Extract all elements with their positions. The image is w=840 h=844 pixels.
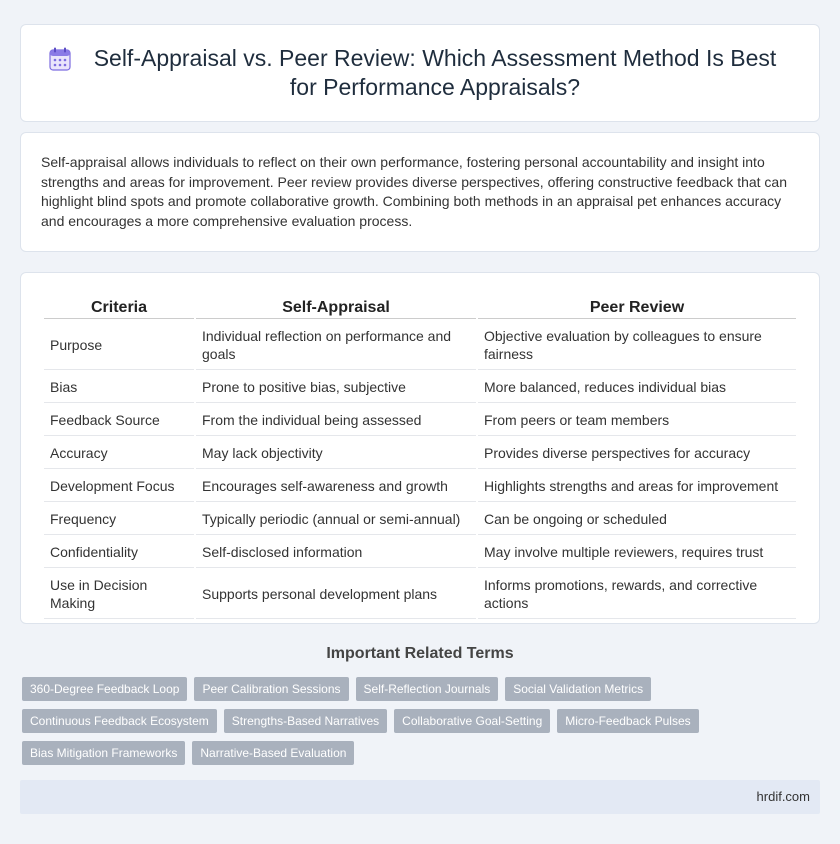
criteria-cell: Accuracy bbox=[44, 438, 194, 469]
self-appraisal-cell: Encourages self-awareness and growth bbox=[196, 471, 476, 502]
self-appraisal-cell: Typically periodic (annual or semi-annual) bbox=[196, 504, 476, 535]
page-title: Self-Appraisal vs. Peer Review: Which Assessment Method Is Best for Performance Appraisals? bbox=[93, 45, 777, 100]
related-term-tag[interactable]: Continuous Feedback Ecosystem bbox=[22, 709, 217, 733]
self-appraisal-cell: Supports personal development plans bbox=[196, 570, 476, 619]
criteria-cell: Development Focus bbox=[44, 471, 194, 502]
table-row bbox=[44, 438, 796, 469]
criteria-cell: Use in Decision Making bbox=[44, 570, 194, 619]
peer-review-cell: Objective evaluation by colleagues to ensure fairness bbox=[478, 321, 796, 370]
header-criteria: Criteria bbox=[44, 297, 194, 319]
table-row bbox=[44, 405, 796, 436]
peer-review-cell: Highlights strengths and areas for improvement bbox=[478, 471, 796, 502]
self-appraisal-cell: Prone to positive bias, subjective bbox=[196, 372, 476, 403]
related-term-tag[interactable]: Social Validation Metrics bbox=[505, 677, 651, 701]
header-card bbox=[20, 24, 820, 122]
table-row bbox=[44, 372, 796, 403]
related-term-tag[interactable]: Self-Reflection Journals bbox=[356, 677, 499, 701]
peer-review-cell: Provides diverse perspectives for accuracy bbox=[478, 438, 796, 469]
peer-review-cell: Can be ongoing or scheduled bbox=[478, 504, 796, 535]
related-term-tag[interactable]: Collaborative Goal-Setting bbox=[394, 709, 550, 733]
criteria-cell: Bias bbox=[44, 372, 194, 403]
related-term-tag[interactable]: Bias Mitigation Frameworks bbox=[22, 741, 185, 765]
criteria-cell: Feedback Source bbox=[44, 405, 194, 436]
related-term-tag[interactable]: Micro-Feedback Pulses bbox=[557, 709, 698, 733]
related-term-tag[interactable]: Peer Calibration Sessions bbox=[194, 677, 348, 701]
comparison-table bbox=[42, 295, 798, 621]
footer bbox=[20, 780, 820, 814]
related-term-tag[interactable]: Narrative-Based Evaluation bbox=[192, 741, 354, 765]
table-row bbox=[44, 321, 796, 370]
self-appraisal-cell: Individual reflection on performance and goals bbox=[196, 321, 476, 370]
peer-review-cell: Informs promotions, rewards, and corrective actions bbox=[478, 570, 796, 619]
intro-card bbox=[20, 132, 820, 252]
table-row bbox=[44, 471, 796, 502]
related-term-tag[interactable]: 360-Degree Feedback Loop bbox=[22, 677, 187, 701]
self-appraisal-cell: May lack objectivity bbox=[196, 438, 476, 469]
table-row bbox=[44, 570, 796, 619]
self-appraisal-cell: Self-disclosed information bbox=[196, 537, 476, 568]
comparison-card bbox=[20, 272, 820, 624]
criteria-cell: Confidentiality bbox=[44, 537, 194, 568]
peer-review-cell: From peers or team members bbox=[478, 405, 796, 436]
table-header-row bbox=[44, 297, 796, 319]
header-self-appraisal: Self-Appraisal bbox=[196, 297, 476, 319]
footer-site-link[interactable]: hrdif.com bbox=[756, 789, 810, 804]
related-terms-heading: Important Related Terms bbox=[326, 645, 514, 662]
intro-paragraph: Self-appraisal allows individuals to reflect on their own performance, fostering personal accountability and insight into strengths and areas for improvement. Peer review provides diverse perspectives, offering constructive feedback that can highlight blind spots and promote collaborative growth. Combining both methods in an appraisal pet enhances accuracy and encourages a more comprehensive evaluation process. bbox=[41, 154, 788, 229]
peer-review-cell: More balanced, reduces individual bias bbox=[478, 372, 796, 403]
header-peer-review: Peer Review bbox=[478, 297, 796, 319]
peer-review-cell: May involve multiple reviewers, requires trust bbox=[478, 537, 796, 568]
related-term-tag[interactable]: Strengths-Based Narratives bbox=[224, 709, 387, 733]
table-row bbox=[44, 537, 796, 568]
criteria-cell: Purpose bbox=[44, 321, 194, 370]
self-appraisal-cell: From the individual being assessed bbox=[196, 405, 476, 436]
table-row bbox=[44, 504, 796, 535]
criteria-cell: Frequency bbox=[44, 504, 194, 535]
related-terms-list bbox=[22, 677, 802, 765]
